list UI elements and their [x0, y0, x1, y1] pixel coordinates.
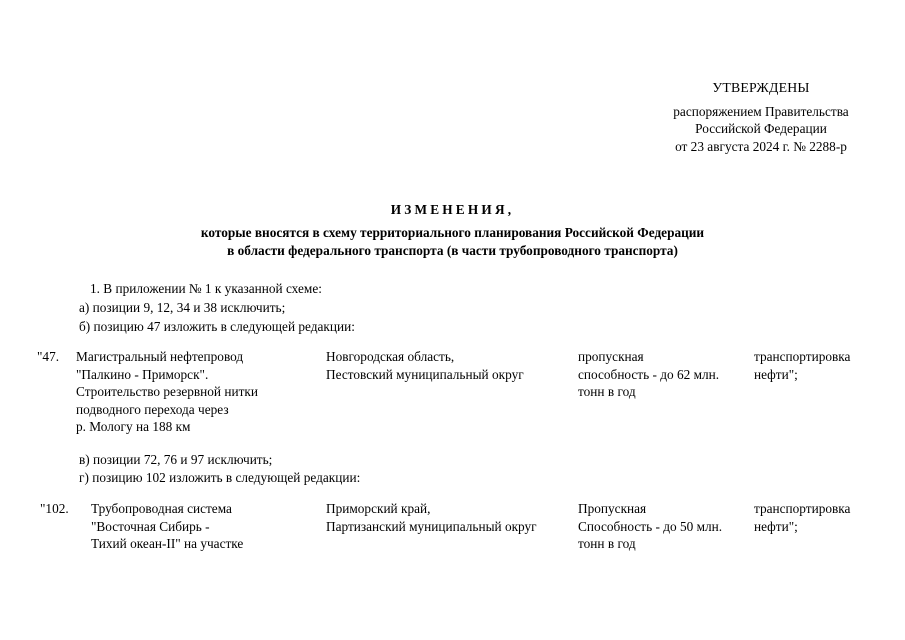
document-subtitle	[0, 224, 905, 259]
subtitle-line: в области федерального транспорта (в части трубопроводного транспорта)	[227, 242, 678, 258]
cell-line: Новгородская область,	[326, 349, 455, 364]
cell-line: Партизанский муниципальный округ	[326, 518, 537, 534]
approval-line: распоряжением Правительства	[673, 103, 849, 119]
cell-line: р. Мологу на 188 км	[76, 419, 191, 434]
cell-line: пропускная	[578, 349, 644, 364]
approval-heading: УТВЕРЖДЕНЫ	[712, 80, 810, 95]
purpose-cell	[754, 500, 899, 535]
cell-line: транспортировка	[754, 349, 851, 364]
cell-line: Тихий океан-II" на участке	[91, 536, 244, 551]
cell-line: транспортировка	[754, 501, 851, 516]
row-number: "102.	[40, 501, 69, 516]
cell-line: Пропускная	[578, 501, 647, 516]
object-cell	[91, 500, 321, 553]
approval-date-line: от 23 августа 2024 г. № 2288-р	[675, 138, 847, 154]
cell-line: подводного перехода через	[76, 401, 229, 417]
cell-line: Магистральный нефтепровод	[76, 349, 244, 364]
document-title: ИЗМЕНЕНИЯ,	[390, 202, 515, 217]
row-number: "47.	[37, 349, 60, 364]
cell-line: "Восточная Сибирь -	[91, 518, 210, 534]
cell-line: Приморский край,	[326, 501, 431, 516]
paragraph-1: 1. В приложении № 1 к указанной схеме:	[90, 281, 322, 296]
location-cell	[326, 348, 576, 383]
cell-line: Трубопроводная система	[91, 501, 232, 516]
item-a: а) позиции 9, 12, 34 и 38 исключить;	[79, 300, 286, 315]
cell-line: нефти";	[754, 366, 798, 382]
cell-line: нефти";	[754, 518, 798, 534]
cell-line: "Палкино - Приморск".	[76, 366, 209, 382]
object-cell	[76, 348, 316, 436]
item-g: г) позицию 102 изложить в следующей редакции:	[79, 470, 361, 485]
item-v: в) позиции 72, 76 и 97 исключить;	[79, 452, 273, 467]
capacity-cell	[578, 500, 753, 553]
item-b: б) позицию 47 изложить в следующей редакции:	[79, 319, 355, 334]
cell-line: способность - до 62 млн.	[578, 366, 720, 382]
cell-line: Строительство резервной нитки	[76, 384, 258, 399]
approval-line: Российской Федерации	[695, 121, 827, 136]
cell-line: Пестовский муниципальный округ	[326, 366, 524, 382]
subtitle-line: которые вносятся в схему территориального планирования Российской Федерации	[200, 225, 705, 240]
cell-line: тонн в год	[578, 384, 636, 399]
approval-block	[620, 79, 902, 155]
cell-line: Способность - до 50 млн.	[578, 518, 723, 534]
location-cell	[326, 500, 576, 535]
cell-line: тонн в год	[578, 536, 636, 551]
purpose-cell	[754, 348, 899, 383]
capacity-cell	[578, 348, 753, 401]
